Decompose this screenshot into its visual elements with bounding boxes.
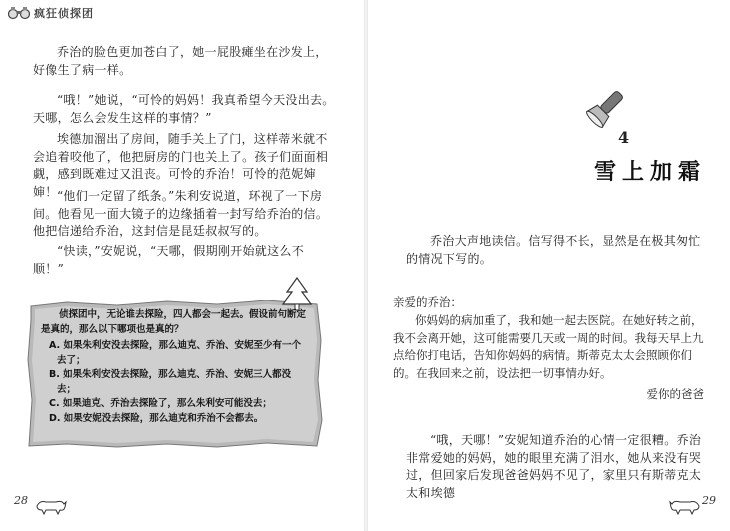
quiz-option: B. 如果朱利安没去探险，那么迪克、乔治、安妮三人都没去； <box>49 369 292 395</box>
letter-signature: 爱你的爸爸 <box>646 387 704 401</box>
dog-sketch-icon <box>668 494 702 516</box>
chapter-number: 4 <box>618 128 630 147</box>
quiz-option: C. 如果迪克、乔治去探险了，那么朱利安可能没去； <box>49 398 272 409</box>
quiz-question: 侦探团中，无论谁去探险，四人都会一起去。假设前句断定是真的，那么以下哪项也是真的？ <box>41 309 307 335</box>
paragraph: 乔治大声地读信。信写得不长，显然是在极其匆忙的情况下写的。 <box>406 234 701 266</box>
paragraph: “哦！”她说，“可怜的妈妈！我真希望今天没出去。天哪，怎么会发生这样的事情？” <box>33 93 335 125</box>
flashlight-icon <box>582 84 630 132</box>
paragraph: 乔治的脸色更加苍白了，她一屁股瘫坐在沙发上，好像生了病一样。 <box>33 45 328 77</box>
right-page <box>368 0 730 531</box>
page-number: 29 <box>702 494 716 507</box>
letter-body: 你妈妈的病加重了，我和她一起去医院。在她好转之前，我不会离开她，这可能需要几天或一周的时间。我每天早上九点给你打电话，告知你妈妈的病情。斯蒂克太太会照顾你们的。在我回来之前，设法把一切事情办好。 <box>393 313 704 380</box>
quiz-box <box>27 300 323 448</box>
page-number: 28 <box>14 494 28 507</box>
series-header <box>8 5 94 21</box>
paragraph: 埃德加溜出了房间，随手关上了门，这样蒂米就不会追着咬他了，他把厨房的门也关上了。孩子们面面相觑，感到既难过又沮丧。可怜的乔治！可怜的范妮婶婶！ <box>33 132 329 199</box>
dog-sketch-icon <box>34 494 68 516</box>
letter-salutation: 亲爱的乔治： <box>393 295 462 309</box>
chapter-title: 雪上加霜 <box>594 160 707 185</box>
quiz-option: D. 如果安妮没去探险，那么迪克和乔治不会都去。 <box>49 412 264 424</box>
left-page <box>0 0 364 531</box>
quiz-content <box>41 308 309 426</box>
paragraph: “快读，”安妮说，“天哪，假期刚开始就这么不顺！” <box>33 244 305 276</box>
paragraph: “他们一定留了纸条。”朱利安说道，环视了一下房间。他看见一面大镜子的边缘插着一封写给乔治的信。他把信递给乔治，这封信是昆廷叔叔写的。 <box>33 189 329 238</box>
quiz-option: A. 如果朱利安没去探险，那么迪克、乔治、安妮至少有一个去了； <box>49 340 301 366</box>
pine-tree-icon <box>277 276 317 312</box>
binoculars-icon <box>8 6 30 20</box>
paragraph: “哦，天哪！”安妮知道乔治的心情一定很糟。乔治非常爱她的妈妈，她的眼里充满了泪水，她从来没有哭过，但回家后发现爸爸妈妈不见了，家里只有斯蒂克太太和埃德 <box>406 433 702 500</box>
series-title: 疯狂侦探团 <box>34 7 94 20</box>
